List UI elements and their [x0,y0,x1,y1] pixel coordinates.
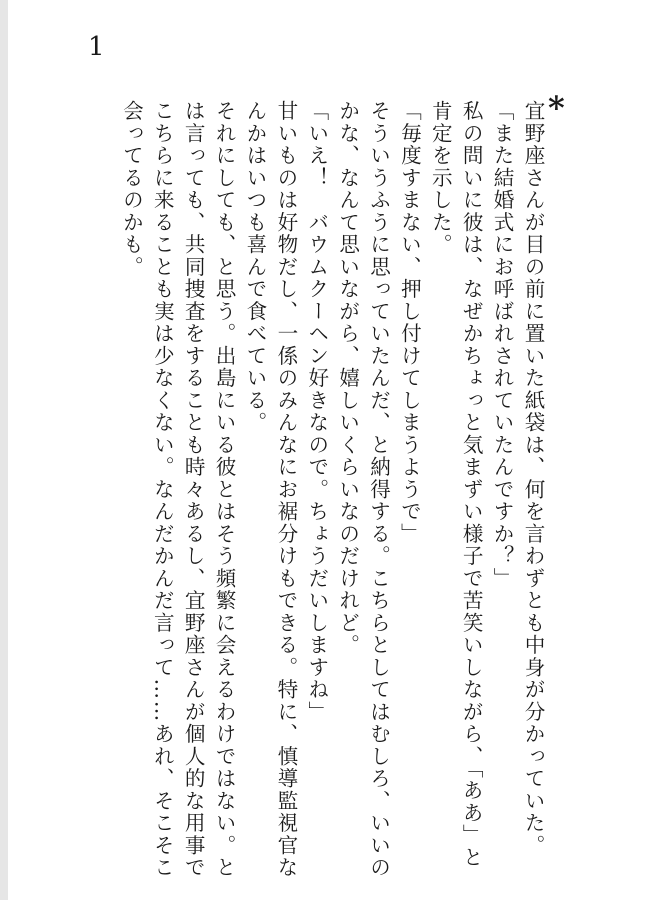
paragraph: 宜野座さんが目の前に置いた紙袋は、何を言わずとも中身が分かっていた。 [521,100,545,857]
paragraph: 「毎度すまない、押し付けてしまうようで」 [397,100,422,545]
paragraph: 私の問いに彼は、なぜかちょっと気まずい様子で苦笑いしながら、「ああ」と肯定を示した。 [428,100,484,869]
paragraph: 「いえ！ バウムクーヘン好きなので。ちょうだいしますね」 [304,100,329,723]
scene-break-asterisk: * [548,89,565,127]
vertical-text-body [116,100,548,880]
page-edge-divider [0,0,8,900]
paragraph: そういうふうに思っていたんだ、と納得する。こちらとしてはむしろ、いいのかな、なんて思いながら、嬉しいくらいなのだけれど。 [335,100,391,879]
paragraph: それにしても、と思う。出島にいる彼とはそう頻繁に会えるわけではない。とは言っても、共同捜査をすることも時々あるし、宜野座さんが個人的な用事でこちらに来ることも実は少なくない。なんだかんだ言って……あれ、そこそこ会ってるのかも。 [119,100,237,879]
paragraph: 「また結婚式にお呼ばれされていたんですか？」 [490,100,515,590]
page-number: 1 [88,32,105,62]
paragraph: 甘いものは好物だし、一係のみんなにお裾分けもできる。特に、慎導監視官なんかはいつも喜んで食べている。 [242,100,298,879]
